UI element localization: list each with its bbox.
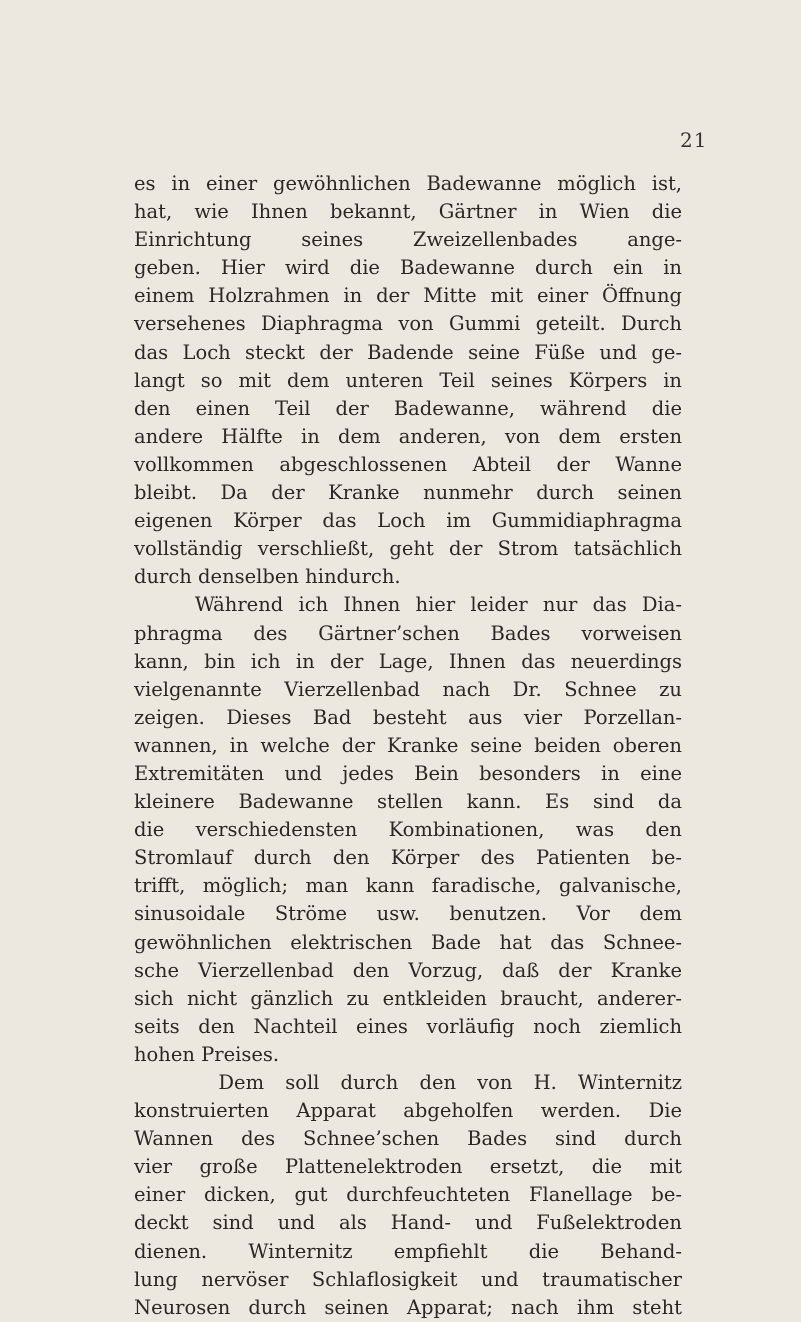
text-line: es in einer gewöhnlichen Badewanne möglich ist, bbox=[134, 172, 682, 195]
text-line: zeigen. Dieses Bad besteht aus vier Porzellan- bbox=[134, 705, 682, 729]
text-line: die verschiedensten Kombinationen, was den bbox=[134, 818, 682, 842]
page-number: 21 bbox=[680, 128, 708, 152]
text-line: phragma des Gärtner’schen Bades vorweisen bbox=[134, 621, 682, 645]
text-line: lung nervöser Schlaflosigkeit und traumatischer bbox=[134, 1267, 682, 1291]
text-line: trifft, möglich; man kann faradische, galvanische, bbox=[134, 874, 682, 898]
text-line: hat, wie Ihnen bekannt, Gärtner in Wien die bbox=[134, 200, 682, 224]
text-line: deckt sind und als Hand- und Fußelektroden bbox=[134, 1211, 682, 1235]
text-line: Neurosen durch seinen Apparat; nach ihm steht bbox=[134, 1295, 682, 1319]
text-line: das Loch steckt der Badende seine Füße und ge- bbox=[134, 340, 682, 364]
text-line: den einen Teil der Badewanne, während die bbox=[134, 396, 682, 420]
text-line: sinusoidale Ströme usw. benutzen. Vor dem bbox=[134, 902, 682, 926]
text-line: seits den Nachteil eines vorläufig noch ziemlich bbox=[134, 1014, 682, 1038]
text-line: Während ich Ihnen hier leider nur das Dia- bbox=[134, 593, 682, 617]
text-line: geben. Hier wird die Badewanne durch ein in bbox=[134, 256, 682, 280]
text-line: Stromlauf durch den Körper des Patienten be- bbox=[134, 846, 682, 870]
text-line: gewöhnlichen elektrischen Bade hat das Schnee- bbox=[134, 930, 682, 954]
text-line: vollkommen abgeschlossenen Abteil der Wanne bbox=[134, 452, 682, 476]
text-line: langt so mit dem unteren Teil seines Körpers in bbox=[134, 368, 682, 392]
text-line: vielgenannte Vierzellenbad nach Dr. Schnee zu bbox=[134, 677, 682, 701]
text-line: Einrichtung seines Zweizellenbades ange- bbox=[134, 228, 682, 252]
text-line: einem Holzrahmen in der Mitte mit einer Öffnung bbox=[134, 284, 682, 308]
text-line: wannen, in welche der Kranke seine beiden oberen bbox=[134, 733, 682, 757]
text-line: durch denselben hindurch. bbox=[134, 565, 401, 589]
text-line: vollständig verschließt, geht der Strom tatsächlich bbox=[134, 537, 682, 561]
text-line: Wannen des Schnee’schen Bades sind durch bbox=[134, 1127, 682, 1151]
text-line: konstruierten Apparat abgeholfen werden. Die bbox=[134, 1099, 682, 1123]
text-line: dienen. Winternitz empfiehlt die Behand- bbox=[134, 1239, 682, 1263]
text-line: andere Hälfte in dem anderen, von dem ersten bbox=[134, 424, 682, 448]
text-line: bleibt. Da der Kranke nunmehr durch seinen bbox=[134, 481, 682, 505]
text-line: kleinere Badewanne stellen kann. Es sind da bbox=[134, 790, 682, 814]
text-line: Extremitäten und jedes Bein besonders in eine bbox=[134, 761, 682, 785]
text-line: kann, bin ich in der Lage, Ihnen das neuerdings bbox=[134, 649, 682, 673]
text-line: Dem soll durch den von H. Winternitz bbox=[134, 1071, 682, 1094]
text-line: einer dicken, gut durchfeuchteten Flanellage be- bbox=[134, 1183, 682, 1207]
text-line: hohen Preises. bbox=[134, 1042, 280, 1066]
text-line: vier große Plattenelektroden ersetzt, die mit bbox=[134, 1155, 682, 1179]
body-text bbox=[134, 170, 682, 1322]
text-line: sche Vierzellenbad den Vorzug, daß der Kranke bbox=[134, 958, 682, 982]
text-line: versehenes Diaphragma von Gummi geteilt. Durch bbox=[134, 312, 682, 336]
text-line: sich nicht gänzlich zu entkleiden braucht, anderer- bbox=[134, 986, 682, 1010]
text-line: eigenen Körper das Loch im Gummidiaphragma bbox=[134, 509, 682, 533]
